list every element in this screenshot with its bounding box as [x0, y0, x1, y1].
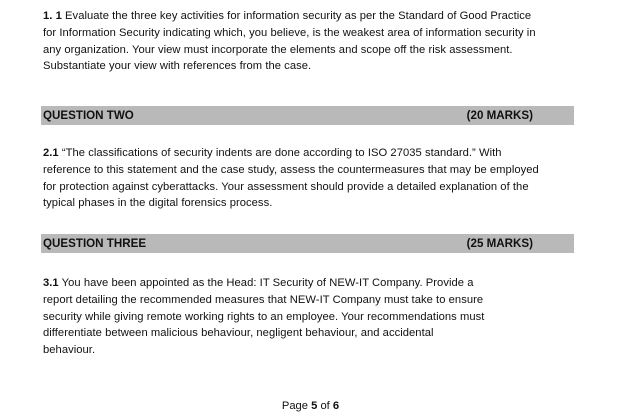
question-3-1-line-5: behaviour. [43, 344, 96, 357]
question-2-1-number: 2.1 [43, 147, 59, 159]
question-2-1-line-1: 2.1 “The classifications of security indents are done according to ISO 27035 standard.” With [43, 147, 502, 159]
page-footer [0, 398, 621, 414]
question-2-1-line-3: for protection against cyberattacks. Your assessment should provide a detailed explanation of the [43, 180, 529, 193]
question-3-1-line-4: differentiate between malicious behaviour, negligent behaviour, and accidental [43, 327, 434, 340]
question-three-marks: (25 MARKS) [466, 237, 533, 250]
question-1-1-line-2: for Information Security indicating which, you believe, is the weakest area of information security in [43, 26, 536, 39]
question-1-1-number: 1. 1 [43, 10, 62, 22]
question-3-1-line-1: 3.1 You have been appointed as the Head: IT Security of NEW-IT Company. Provide a [43, 277, 474, 289]
page-label: Page [281, 400, 312, 412]
question-two-heading [41, 106, 574, 125]
question-three-title: QUESTION THREE [43, 237, 147, 250]
page-total: 6 [332, 400, 340, 412]
question-1-1-line-1: 1. 1 Evaluate the three key activities for information security as per the Standard of Good Practice [43, 10, 532, 22]
page-of: of [317, 400, 333, 412]
question-3-1-paragraph [43, 275, 583, 359]
question-2-1-line-4: typical phases in the digital forensics process. [43, 197, 273, 210]
question-2-1-paragraph [43, 145, 583, 212]
question-1-1-line-4: Substantiate your view with references from the case. [43, 60, 312, 73]
question-1-1-line-3: any organization. Your view must incorporate the elements and scope off the risk assessment. [43, 43, 513, 56]
question-two-title: QUESTION TWO [43, 109, 134, 122]
page-current: 5 [311, 400, 318, 412]
question-three-heading [41, 234, 574, 253]
question-two-marks: (20 MARKS) [466, 109, 533, 122]
question-3-1-line-2: report detailing the recommended measures that NEW-IT Company must take to ensure [43, 293, 484, 306]
question-1-1-paragraph [43, 8, 583, 75]
question-3-1-line-3: security while giving remote working rights to an employee. Your recommendations must [43, 310, 485, 323]
question-3-1-number: 3.1 [43, 277, 59, 289]
question-2-1-line-2: reference to this statement and the case study, assess the countermeasures that may be employed [43, 163, 539, 176]
